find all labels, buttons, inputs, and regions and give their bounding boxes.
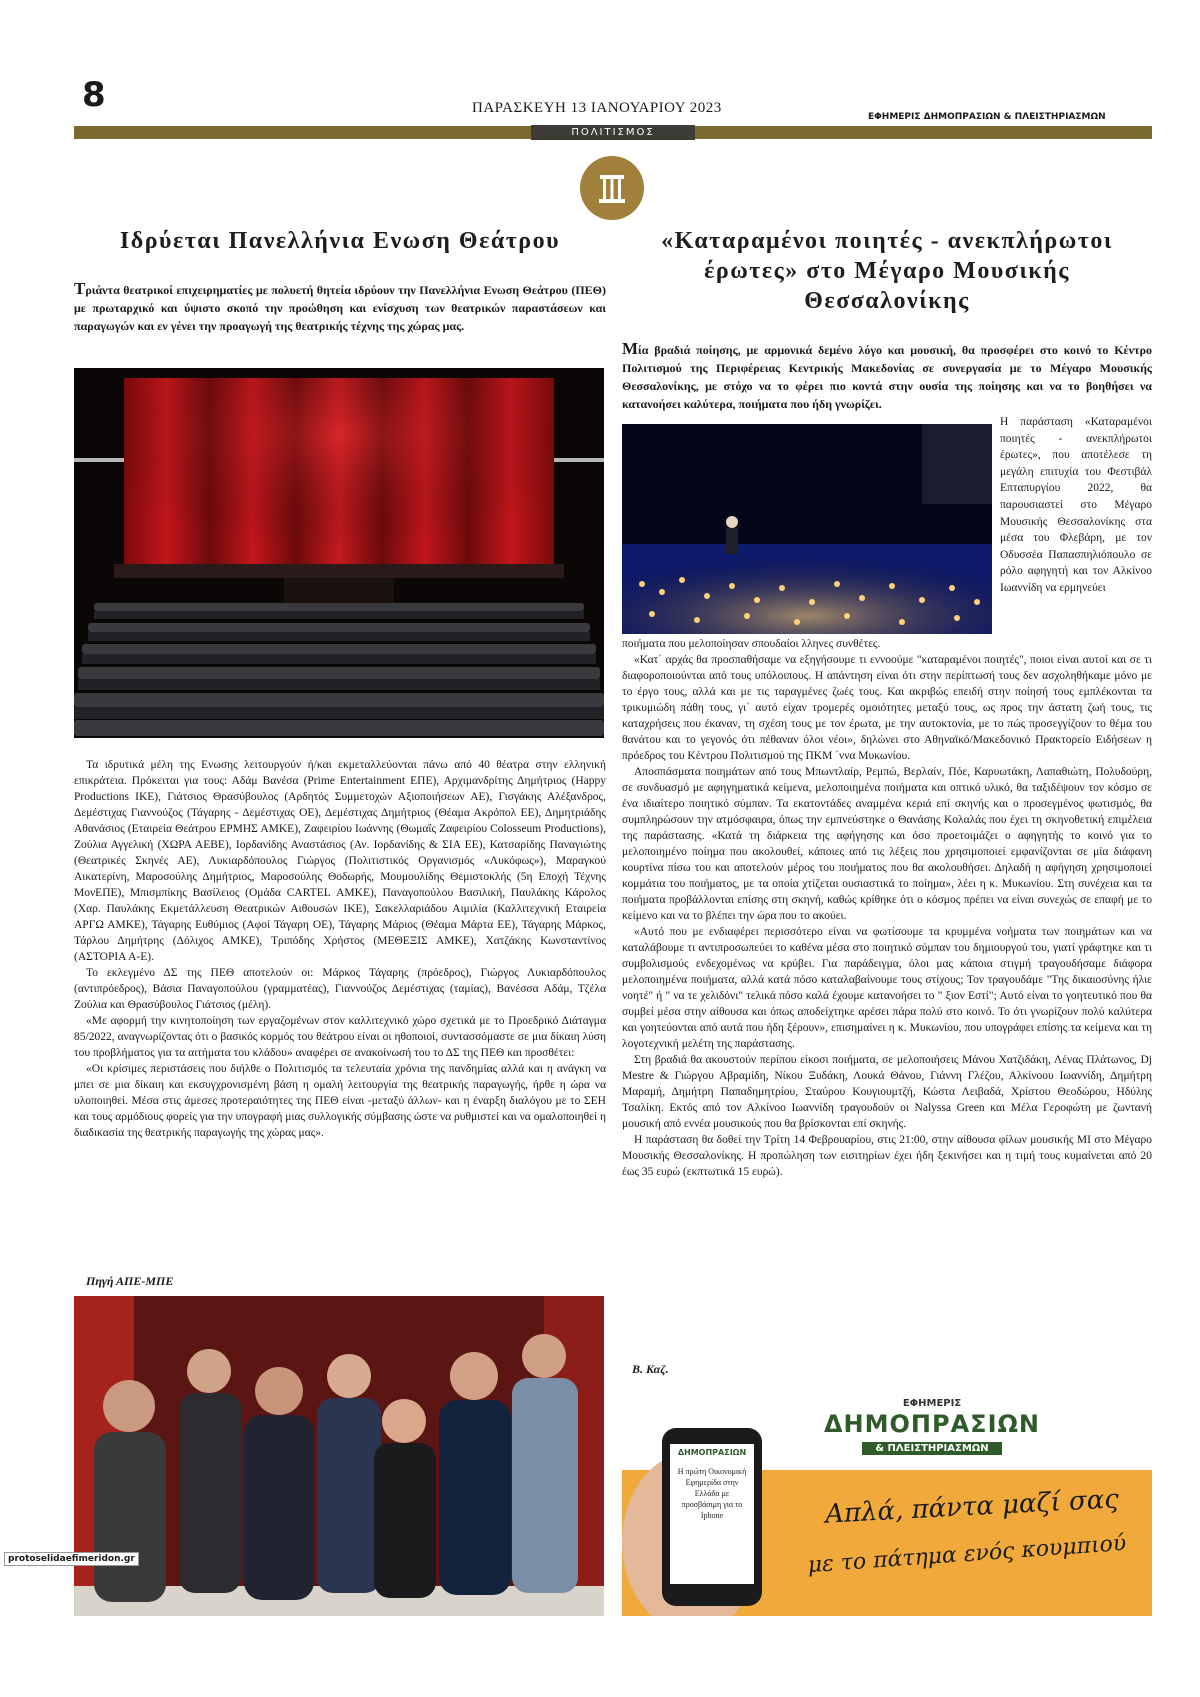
phone-text: Η πρώτη Οικονομική Εφημερίδα στην Ελλάδα με προσβάσιμη για το Iphone	[677, 1467, 747, 1520]
right-article-body	[622, 636, 1152, 1386]
ad-slogan-line2: με το πάτημα ενός κουμπιού	[806, 1530, 1128, 1579]
issue-date: ΠΑΡΑΣΚΕΥΗ 13 ΙΑΝΟΥΑΡΙΟΥ 2023	[472, 100, 722, 116]
right-paragraph: Η παράσταση θα δοθεί την Τρίτη 14 Φεβρουαρίου, στις 21:00, στην αίθουσα φίλων μουσικής ΜΙ στο Μέγαρο Μουσικής Θεσσαλονίκης. Η προπώληση των εισιτηρίων έχει ήδη ξεκινήσει και η τιμή τους κυμαίνεται από 20 έως 35 ευρώ (εκπτωτικά 15 ευρώ).	[622, 1134, 1152, 1178]
left-lead-dropcap: Τ	[74, 279, 86, 298]
watermark: protoselidaefimeridon.gr	[4, 1552, 139, 1566]
phone-header: ΔΗΜΟΠΡΑΣΙΩΝ	[677, 1448, 747, 1457]
left-article-lead	[74, 280, 606, 335]
right-paragraph: «Κατ΄ αρχάς θα προσπαθήσαμε να εξηγήσουμε τι εννοούμε "καταραμένοι ποιητές", ποιοι είναι αυτοί και σε τι διαφοροποιούνται από τους υπόλοιπους. Η απάντηση είναι ότι στην περίπτωσή τους δεν ασχοληθήκαμε μόνο με το έργο τους, αλλά και με τις ταραγμένες ζωές τους. Και ακριβώς επειδή στην ποίησή τους εμπλέκονται τα τρικυμιώδη πάθη τους, γι΄ αυτό είχαν τρομερές ομοιότητες μεταξύ τους, ως προς την άστατη ζωή τους, τις καταχρήσεις που έκαναν, τη σχέση τους με τον έρωτα, με την αυτοκτονία, με το πώς προσεγγίζουν το θέμα του θανάτου και το γεγονός ότι πέθαναν όλοι νέοι», δηλώνει στο Αθηναϊκό/Μακεδονικό Πρακτορείο Ειδήσεων η πρόεδρος του Κέντρου Πολιτισμού της ΠΚΜ ΄ννα Μυκωνίου.	[622, 654, 1152, 762]
right-float-paragraph: Η παράσταση «Καταραμένοι ποιητές - ανεκπλήρωτοι έρωτες», που αποτέλεσε τη μεγάλη επιτυχία του Φεστιβάλ Επταπυργίου 2022, θα παρουσιαστεί στο Μέγαρο Μουσικής Θεσσαλονίκης στα μέσα του Φλεβάρη, με τον Οδυσσέα Παπασπηλιόπουλο σε ρόλο αφηγητή και τον Αλκίνοο Ιωαννίδη να ερμηνεύει	[1000, 416, 1152, 594]
left-article-body	[74, 757, 606, 1287]
theatre-photo	[74, 368, 604, 738]
right-article-title: «Καταραμένοι ποιητές - ανεκπλήρωτοι έρωτες» στο Μέγαρο Μουσικής Θεσσαλονίκης	[661, 228, 1113, 314]
column-icon-graphic	[580, 156, 644, 220]
article-signature: Β. Καζ.	[632, 1362, 669, 1376]
concert-photo	[622, 424, 992, 634]
newspaper-ad	[622, 1392, 1152, 1616]
right-paragraph: ποιήματα που μελοποίησαν σπουδαίοι λληνες συνθέτες.	[622, 638, 881, 650]
masthead: ΕΦΗΜΕΡΙΣ ΔΗΜΟΠΡΑΣΙΩΝ & ΠΛΕΙΣΤΗΡΙΑΣΜΩΝ	[868, 112, 1106, 122]
ad-brand-sub: & ΠΛΕΙΣΤΗΡΙΑΣΜΩΝ	[862, 1442, 1002, 1455]
right-lead-text: ία βραδιά ποίησης, με αρμονικά δεμένο λόγο και μουσική, θα προσφέρει στο κοινό το Κέντρο Πολιτισμού της Περιφέρειας Κεντρικής Μακεδονίας σε συνεργασία με το Μέγαρο Μουσικής Θεσσαλονίκης, με στόχο να το φέρει πιο κοντά στην ουσία της ποίησης και να το βοηθήσει να κατανοήσει καλύτερα, ποιήματα που ήδη γνωρίζει.	[622, 343, 1152, 411]
page-number: 8	[82, 75, 106, 115]
column-icon	[580, 156, 644, 220]
left-paragraph: Το εκλεγμένο ΔΣ της ΠΕΘ αποτελούν οι: Μάρκος Τάγαρης (πρόεδρος), Γιώργος Λυκιαρδόπουλος (αντιπρόεδρος), Βάσια Παναγοπούλου (γραμματέας), Γιαννούζος Δεμέστιχας (ταμίας), Βανέσσα Αδάμ, Τζέλα Ζούλια και Θρασύβουλος Γιάτσιος (μέλη).	[74, 967, 606, 1011]
left-paragraph: Τα ιδρυτικά μέλη της Ενωσης λειτουργούν ή/και εκμεταλλεύονται πάνω από 40 θέατρα στην ελληνική επικράτεια. Πρόκειται για τους: Αδάμ Βανέσα (Prime Entertainment ΕΠΕ), Αρχιμανδρίτης Δημήτριος (Happy Productions IKE), Γιάτσιος Θρασύβουλος (Αρδητός Συμμετοχών Αξιοποιήσεων ΑΕ), Γισγάκης Αλέξανδρος, Δεμέστιχας Γιαννούζος (Τάγαρης - Δεμέστιχας ΟΕ), Δεμέστιχας Δημήτριος (Θέαμα Ακρόπολ ΕΕ), Δημητριάδης Αθανάσιος (Εταιρεία Θεάτρου ΕΡΜΗΣ ΑΜΚΕ), Ζαφειρίου Ιωάννης (Θωμαΐς Ζαφειρίου Colosseum Productions), Ζούλια Αγγελική (ΧΩΡΑ ΑΕΒΕ), Ιορδανίδης Αναστάσιος (Αν. Ιορδανίδης & ΣΙΑ ΕΕ), Κατσαρίδης Παναγιώτης (Θεατρικές Σκηνές ΑΕ), Λυκιαρδόπουλος Γιώργος (Πολιτιστικός Οργανισμός «Λυκόφως»), Μαραγκού Αικατερίνη, Μαροσούλης Δημήτριος, Μαροσούλης Θοδωρής, Μουμουλίδης Θεμιστοκλής (5η Εποχή Τέχνης ΜονΕΠΕ), Μπισμπίκης Βασίλειος (Ομάδα CARTEL ΑΜΚΕ), Παναγοπούλου Βασιλική, Παυλάκης Κάρολος (Χαρ. Παυλάκης Εκμετάλλευση Θεατρικών Αιθουσών ΙΚΕ), Σακελλαριάδου Αιμιλία (Καλλιτεχνική Εταιρεία ΑΡΓΩ ΑΜΚΕ), Τάγαρης Ευθύμιος (Αφοί Τάγαρη ΟΕ), Τάγαρης Μάριος (Θέαμα Μάρτα ΕΕ), Τάγαρης Μάρκος, Τάρλου Δημήτρης (Δόλιχος ΑΜΚΕ), Τριπόδης Χρήστος (ΜΕΘΕΞΙΣ ΑΜΚΕ), Χατζάκης Κωνσταντίνος (ΑΣΤΟΡΙΑ Α-Ε).	[74, 759, 606, 963]
right-article-lead	[622, 340, 1152, 413]
ad-brand-top: ΕΦΗΜΕΡΙΣ	[902, 1398, 962, 1409]
article-source: Πηγή ΑΠΕ-ΜΠΕ	[86, 1274, 174, 1288]
right-lead-dropcap: Μ	[622, 339, 639, 358]
left-paragraph: «Οι κρίσιμες περιστάσεις που διήλθε ο Πολιτισμός τα τελευταία χρόνια της πανδημίας αλλά και η ανάγκη να μπει σε μια δίκαιη και εκσυγχρονισμένη βάση η ομαλή λειτουργία της θεατρικής παραγωγής, ήρθε η ώρα να υλοποιηθεί. Μέσα στις άμεσες προτεραιότητες της ΠΕΘ είναι -μεταξύ άλλων- και η έναρξη διαλόγου με το ΣΕΗ και τους αρμόδιους φορείς για την υπογραφή μιας συλλογικής σύμβασης ώστε να ρυθμιστεί και να ομαλοποιηθεί η διαδικασία της θεατρικής παραγωγής της χώρας μας».	[74, 1063, 606, 1139]
ad-brand-main: ΔΗΜΟΠΡΑΣΙΩΝ	[823, 1410, 1040, 1438]
left-lead-text: ριάντα θεατρικοί επιχειρηματίες με πολυετή θητεία ιδρύουν την Πανελλήνια Ενωση Θεάτρου (ΠΕΘ) με πρωταρχικό και ύψιστο σκοπό την προώθηση και ενίσχυση των θεατρικών παραστάσεων και παραγωγών και εν γένει την προαγωγή της θεατρικής τέχνης της χώρας μας.	[74, 283, 606, 333]
section-label: ΠΟΛΙΤΙΣΜΟΣ	[531, 125, 695, 140]
right-paragraph: Στη βραδιά θα ακουστούν περίπου είκοσι ποιήματα, σε μελοποιήσεις Μάνου Χατζιδάκη, Λένας Πλάτωνος, Dj Mestre & Γιώργου Αβραμίδη, Νίκου Ξυδάκη, Λουκά Θάνου, Γιάννη Γλέζου, Αλκίνοου Ιωαννίδη, Δημήτρη Μαραμή, Δημήτρη Παπαδημητρίου, Σταύρου Κουγιουμτζή, Κώστα Λειβαδά, Χρίστου Θεοδώρου, Ηδύλης Τσαλίκη. Εκτός από τον Αλκίνοο Ιωαννίδη τραγουδούν οι Nalyssa Green και Μέλα Γεροφώτη με ζωντανή μουσική από εννέα μουσικούς που θα βρίσκονται επί σκηνής.	[622, 1054, 1152, 1130]
right-paragraph: «Αυτό που με ενδιαφέρει περισσότερο είναι να φωτίσουμε τα κρυμμένα νοήματα των ποιημάτων και να καταλάβουμε τι αντιπροσωπεύει το καθένα μέσα στο ποιητικό σύμπαν του δημιουργού του, γιατί γράφτηκε και τι συμβολισμούς ενδεχομένως να κρύβει. Για παράδειγμα, όλοι μας κάποια στιγμή τραγουδήσαμε διάφορα μελοποιημένα ποιήματα, αλλά κατά πόσο καταλαβαίνουμε τους στίχους; Τον τραγουδάμε "Της δικαιοσύνης ήλιε νοητέ" ή " να τε χελιδόνι" τελικά πόσο καλά έχουμε κατανοήσει το " ξιον Εστί"; Αυτό είναι το γοητευτικό που θα συμβεί μέσα στην αίθουσα και όπως αποδείχτηκε αρέσει πάρα πολύ στο κοινό. Το ότι γνωρίζουν πολύ καλύτερα και γοητεύονται από αυτά που ήδη ξέρουν», επισημαίνει η κ. Μυκωνίου, που υπογράφει επίσης τα κείμενα και τη λογοτεχνική μελέτη της παράστασης.	[622, 926, 1152, 1050]
left-article-title: Ιδρύεται Πανελλήνια Ενωση Θεάτρου	[119, 228, 561, 254]
right-paragraph: Αποσπάσματα ποιημάτων από τους Μπωντλαίρ, Ρεμπώ, Βερλαίν, Πόε, Καρυωτάκη, Λαπαθιώτη, Πολυδούρη, σε συνδυασμό με αφηγηματικά κείμενα, μελοποιημένα ποιήματα και οπτικό υλικό, θα ταξιδέψουν τον κόσμο σε ένα ιδιαίτερο ποιητικό σύμπαν. Τα εκατοντάδες αναμμένα κεριά επί σκηνής και ο προσεγμένος φωτισμός, θα συμπληρώσουν την ατμόσφαιρα, όπως την εμπνεύστηκε ο Θανάσης Κολαλάς που έχει τη σκηνοθετική επιμέλεια της παράστασης. «Κατά τη διάρκεια της αφήγησης και όσο προετοιμάζει ο αφηγητής το κοινό για το μελοποιημένο ποίημα που ακολουθεί, κάποιες από τις λέξεις που χρησιμοποιεί εμφανίζονται σε μία διάφανη κουρτίνα πίσω του και αποτελούν μέρος του ποιήματος που θα ακολουθήσει. Δηλαδή η αφήγηση χρησιμοποιεί κομμάτια του ποιήματος, με τα οποία χτίζεται ουσιαστικά το ποίημα», λέει η κ. Μυκωνίου. Στη συνέχεια και τα ποιήματα προβάλλονται επίσης στη σκηνή, καθώς κρίθηκε ότι ο κόσμος πρέπει να είναι συνεχώς σε επαφή με το κείμενο και να το βλέπει την ώρα που το ακούει.	[622, 766, 1152, 922]
ad-slogan-line1: Απλά, πάντα μαζί σας	[824, 1484, 1120, 1530]
group-photo	[74, 1296, 604, 1616]
left-paragraph: «Με αφορμή την κινητοποίηση των εργαζομένων στον καλλιτεχνικό χώρο σχετικά με το Προεδρικό Διάταγμα 85/2022, αναγνωρίζοντας ότι ο βασικός κορμός του θεάτρου είναι οι ηθοποιοί, συντασσόμαστε σε μια δίκαιη λύση του προβλήματος για τα αιτήματα του κλάδου» αναφέρει σε ανακοίνωσή του το ΔΣ της ΠΕΘ και προσθέτει:	[74, 1015, 606, 1059]
